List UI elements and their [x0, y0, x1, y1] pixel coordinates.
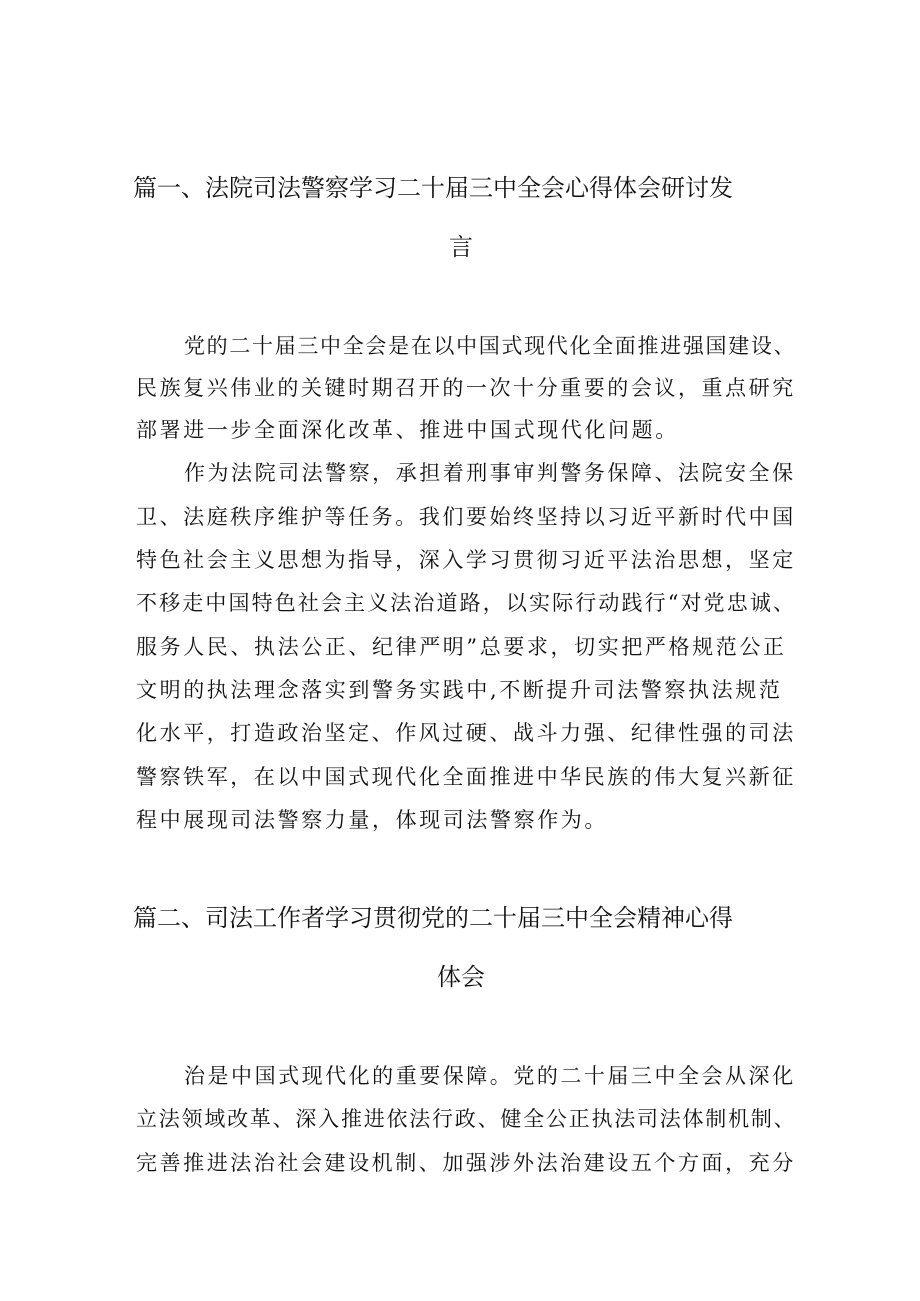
- paragraph-line: 完善推进法治社会建设机制、加强涉外法治建设五个方面，充分: [136, 1151, 796, 1175]
- paragraph-line: 特色社会主义思想为指导，深入学习贯彻习近平法治思想，坚定: [136, 548, 796, 572]
- paragraph-line: 卫、法庭秩序维护等任务。我们要始终坚持以习近平新时代中国: [136, 505, 796, 529]
- paragraph-line: 化水平，打造政治坚定、作风过硬、战斗力强、纪律性强的司法: [136, 721, 796, 745]
- paragraph-line: 民族复兴伟业的关键时期召开的一次十分重要的会议，重点研究: [136, 376, 796, 400]
- section2-title-line2: 体会: [437, 963, 485, 991]
- section2-title-line1: 篇二、司法工作者学习贯彻党的二十届三中全会精神心得: [133, 904, 733, 932]
- section1-title-line1: 篇一、法院司法警察学习二十届三中全会心得体会研讨发: [133, 174, 733, 202]
- paragraph-line: 治是中国式现代化的重要保障。党的二十届三中全会从深化: [184, 1064, 796, 1088]
- paragraph-line: 程中展现司法警察力量，体现司法警察作为。: [136, 808, 608, 832]
- paragraph-line: 服务人民、执法公正、纪律严明”总要求，切实把严格规范公正: [136, 635, 787, 659]
- paragraph-line: 党的二十届三中全会是在以中国式现代化全面推进强国建设、: [184, 334, 797, 358]
- section1-title-line2: 言: [449, 233, 473, 261]
- paragraph-line: 立法领域改革、深入推进依法行政、健全公正执法司法体制机制、: [136, 1107, 797, 1131]
- paragraph-line: 警察铁军，在以中国式现代化全面推进中华民族的伟大复兴新征: [136, 765, 796, 789]
- paragraph-line: 文明的执法理念落实到警务实践中,不断提升司法警察执法规范: [136, 678, 783, 702]
- paragraph-line: 作为法院司法警察，承担着刑事审判警务保障、法院安全保: [184, 461, 796, 485]
- paragraph-line: 部署进一步全面深化改革、推进中国式现代化问题。: [136, 418, 679, 442]
- paragraph-line: 不移走中国特色社会主义法治道路，以实际行动践行“对党忠诚、: [136, 591, 797, 615]
